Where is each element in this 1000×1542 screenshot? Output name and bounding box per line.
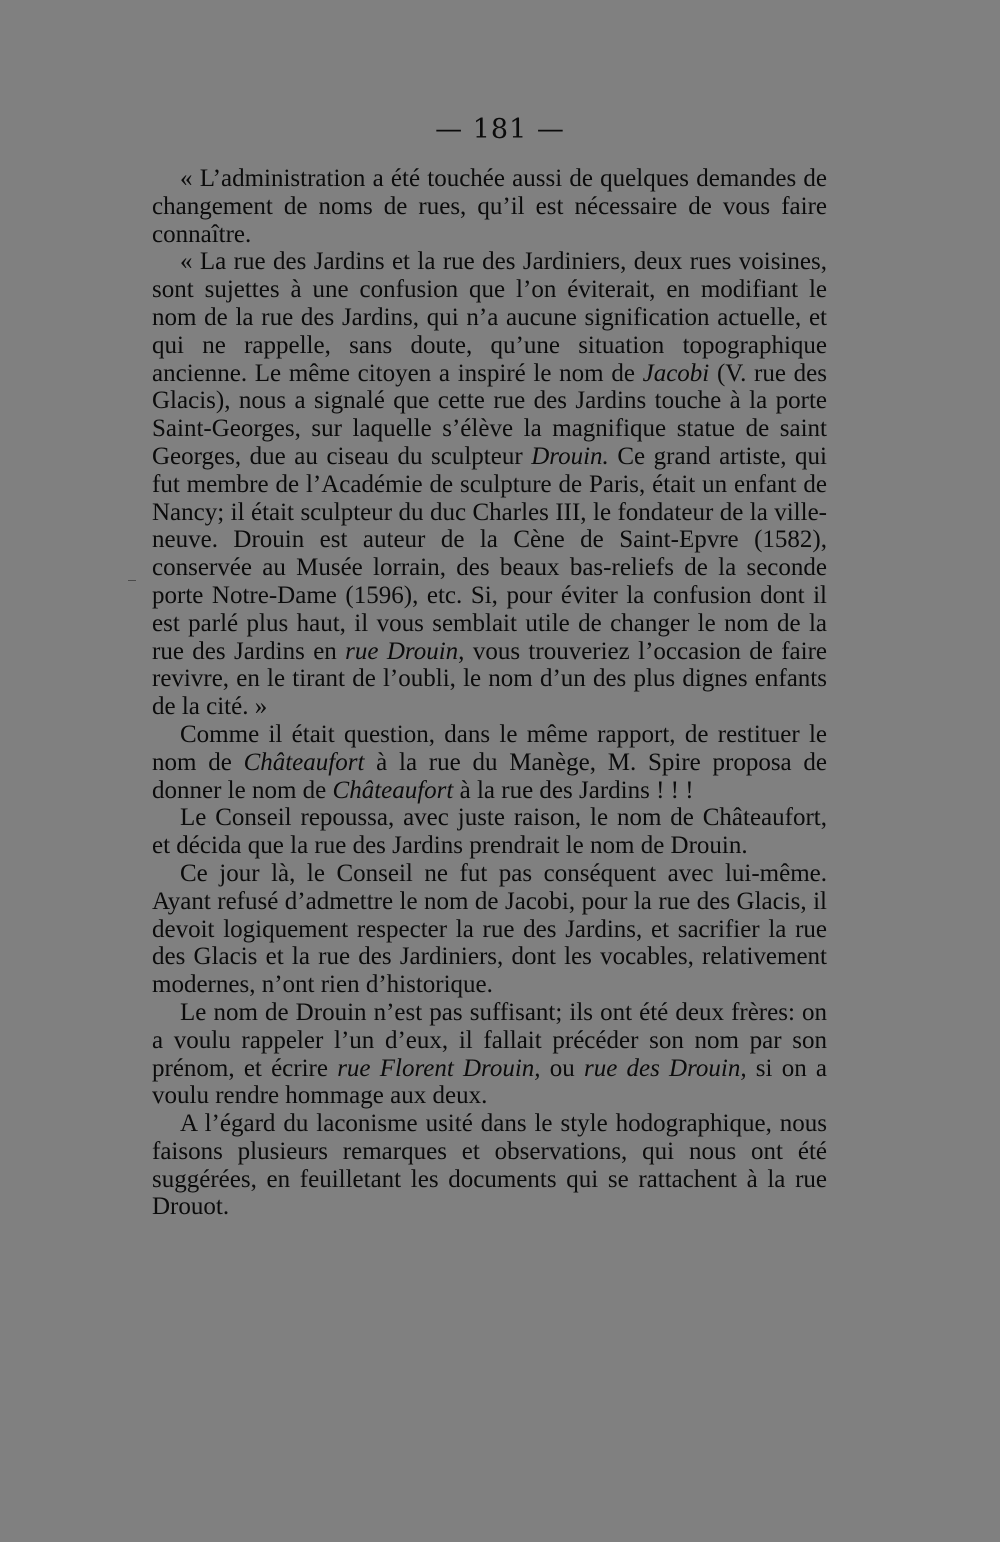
text-segment: Comme il était question, dans le même rapport, de restituer le nom de [152,720,827,776]
italic-text: Châteaufort [243,748,365,776]
paragraph [152,999,827,1110]
paragraph [152,248,827,721]
text-segment: « L’administration a été touchée aussi de quelques demandes de changement de noms de rues, qu’il est nécessaire de vous faire connaître. [152,165,827,248]
paragraph [152,1110,827,1221]
text-segment: Ce jour là, le Conseil ne fut pas conséquent avec lui-même. Ayant refusé d’admettre le nom de Jacobi, pour la rue des Glacis, il devoit logiquement respecter la rue des Jardins, et sacrifier la rue des Glacis et la rue des Jardiniers, dont les vocables, relativement modernes, n’ont rien d’historique. [152,859,827,999]
paragraph [152,165,827,248]
italic-text: Jacobi [642,359,710,387]
text-segment: ou [540,1054,584,1082]
text-segment: « La rue des Jardins et la rue des Jardiniers, deux rues voisines, sont sujettes à une confusion que l’on éviterait, en modifiant le nom de la rue des Jardins, qui n’a aucune signification actuelle, et qui ne rappelle, sans doute, qu’une situation topographique ancienne. Le même citoyen a inspiré le nom de [152,248,827,387]
text-segment: vous trouveriez l’occasion de faire revivre, en le tirant de l’oubli, le nom d’un des plus dignes enfants de la cité. » [152,637,827,721]
italic-text: Châteaufort [332,776,454,804]
text-segment: (V. rue des Glacis), nous a signalé que cette rue des Jardins touche à la porte Saint-Georges, sur laquelle s’élève la magnifique statue de saint Georges, due au ciseau du sculpteur [152,359,827,470]
italic-text: rue Drouin, [345,637,465,665]
italic-text: rue Florent Drouin, [337,1054,541,1082]
body-text [152,165,827,1221]
paragraph [152,860,827,999]
text-segment: Ce grand artiste, qui fut membre de l’Académie de sculpture de Paris, était un enfant de Nancy; il était sculpteur du duc Charles III, le fondateur de la ville-neuve. Drouin est auteur de la Cène de Saint-Epvre (1582), conservée au Musée lorrain, des beaux bas-reliefs de la seconde porte Notre-Dame (1596), etc. Si, pour éviter la confusion dont il est parlé plus haut, il vous semblait utile de changer le nom de la rue des Jardins en [152,442,827,665]
text-segment: Le nom de Drouin n’est pas suffisant; ils ont été deux frères: on a voulu rappeler l’un d’eux, il fallait précéder son nom par son prénom, et écrire [152,998,827,1082]
paragraph [152,721,827,804]
italic-text: rue des Drouin, [583,1054,747,1082]
paragraph [152,804,827,860]
text-segment: à la rue du Manège, M. Spire proposa de donner le nom de [152,748,828,804]
text-segment: à la rue des Jardins ! ! ! [453,776,694,804]
italic-text: Drouin. [531,442,609,470]
page-number: — 181 — [435,114,565,145]
text-segment: si on a voulu rendre hommage aux deux. [152,1054,827,1110]
margin-mark [128,580,136,581]
text-segment: A l’égard du laconisme usité dans le style hodographique, nous faisons plusieurs remarques et observations, qui nous ont été suggérées, en feuilletant les documents qui se rattachent à la rue Drouot. [152,1110,827,1221]
text-segment: Le Conseil repoussa, avec juste raison, le nom de Châteaufort, et décida que la rue des Jardins prendrait le nom de Drouin. [152,804,827,860]
